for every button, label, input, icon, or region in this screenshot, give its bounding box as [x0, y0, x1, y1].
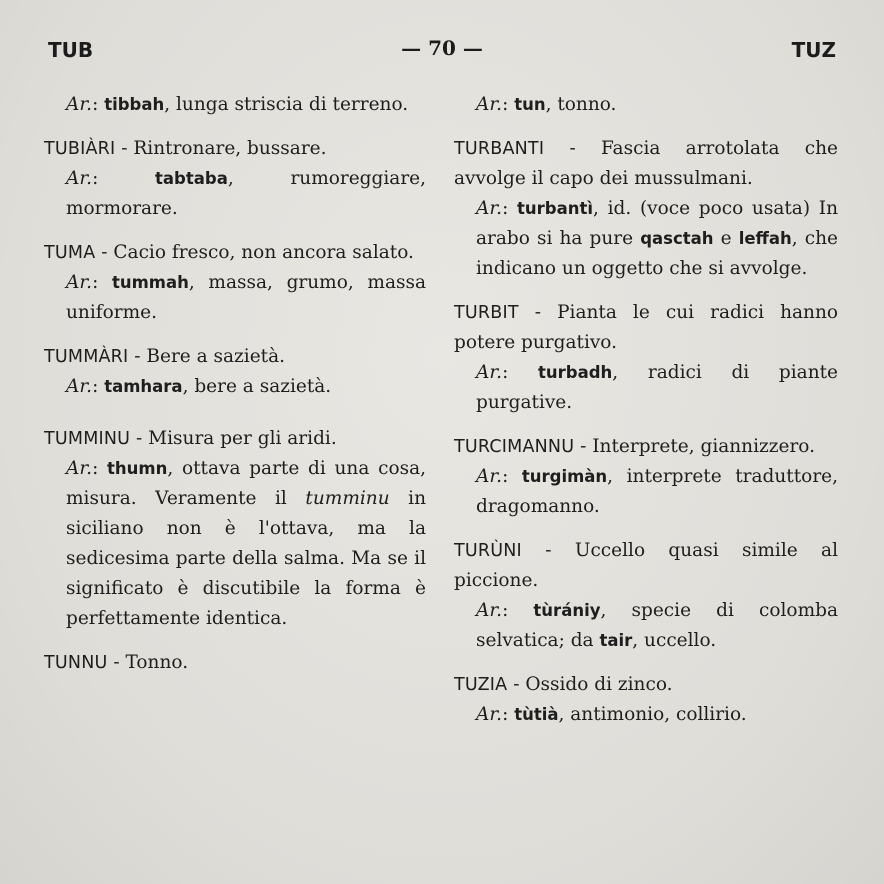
page-number: — 70 — [401, 36, 483, 60]
left-column [44, 90, 426, 692]
arabic-abbrev: Ar. [476, 362, 503, 383]
arabic-abbrev: Ar. [476, 704, 503, 725]
arabic-abbrev: Ar. [476, 94, 503, 115]
arabic-word: tun [514, 95, 546, 114]
entry-turbit [454, 298, 838, 418]
entry-etymology: Ar.: tùrániy, specie di colomba selvatica; da tair, uccello. [476, 600, 838, 651]
headword: TURBANTI [454, 139, 545, 159]
etymology-text: , lunga striscia di terreno. [164, 94, 409, 115]
entry-tunnu-continuation [454, 90, 838, 120]
arabic-word: turbantì [517, 199, 594, 218]
arabic-word: tùrániy [533, 601, 601, 620]
entry-etymology: Ar.: turgimàn, interprete traduttore, dragomanno. [476, 466, 838, 517]
headword: TUBIÀRI [44, 139, 116, 159]
etymology-text-continued: , uccello. [632, 630, 717, 651]
arabic-word: tùtià [514, 705, 559, 724]
entry-tubiari [44, 134, 426, 224]
etymology-text: , massa, grumo, massa uniforme. [66, 272, 426, 323]
entry-etymology: Ar.: tummah, massa, grumo, massa uniforme. [66, 272, 426, 323]
definition: - Uccello quasi simile al piccione. [454, 540, 838, 591]
entry-etymology: Ar.: tamhara, bere a sazietà. [66, 376, 332, 397]
entry-etymology: Ar.: tabtaba, rumoreggiare, mormorare. [66, 168, 426, 219]
headword: TUMA [44, 243, 96, 263]
headword: TURÙNI [454, 541, 522, 561]
arabic-abbrev: Ar. [476, 198, 503, 219]
headword: TUNNU [44, 653, 108, 673]
arabic-abbrev: Ar. [66, 168, 93, 189]
right-column [454, 90, 838, 744]
definition: - Interprete, giannizzero. [574, 436, 815, 457]
arabic-abbrev: Ar. [476, 600, 503, 621]
entry-tumminu [44, 424, 426, 634]
headword: TURBIT [454, 303, 519, 323]
definition: - Rintronare, bussare. [115, 138, 327, 159]
entry-turcimannu [454, 432, 838, 522]
arabic-word-tair: tair [599, 631, 633, 650]
entry-tummari [44, 342, 426, 402]
entry-etymology: Ar.: thumn, ottava parte di una cosa, misura. Veramente il tumminu in siciliano non è l'ottava, ma la sedicesima parte della salma. Ma se il significato è discutibile la forma è perfettamente identica. [66, 458, 427, 629]
definition: - Bere a sazietà. [128, 346, 286, 367]
arabic-abbrev: Ar. [476, 466, 503, 487]
arabic-word: tibbah [104, 95, 165, 114]
arabic-word: turbadh [538, 363, 613, 382]
conjunction: e [713, 228, 739, 249]
arabic-word: tabtaba [155, 169, 228, 188]
colon: : [92, 94, 105, 115]
definition: - Misura per gli aridi. [130, 428, 337, 449]
definition: - Pianta le cui radici hanno potere purgativo. [454, 302, 838, 353]
arabic-word: tamhara [104, 377, 183, 396]
definition: - Ossido di zinco. [507, 674, 673, 695]
arabic-word: tummah [111, 273, 189, 292]
etymology-text: , specie di colomba selvatica; da [476, 600, 838, 651]
arabic-abbrev: Ar. [66, 94, 93, 115]
definition: - Cacio fresco, non ancora salato. [95, 242, 414, 263]
arabic-abbrev: Ar. [66, 376, 93, 397]
entry-etymology: Ar.: tùtià, antimonio, collirio. [476, 704, 747, 725]
etymology-text: , radici di piante purgative. [476, 362, 838, 413]
header-left-guide-word: TUB [48, 38, 94, 62]
arabic-word-leffah: leffah [738, 229, 792, 248]
headword: TURCIMANNU [454, 437, 575, 457]
header-right-guide-word: TUZ [791, 38, 836, 62]
entry-turbanti [454, 134, 838, 284]
headword: TUMMINU [44, 429, 131, 449]
entry-etymology: Ar.: turbantì, id. (voce poco usata) In arabo si ha pure qasctah e leffah, che indicano un oggetto che si avvolge. [476, 198, 838, 279]
etymology-text: , id. (voce poco usata) In arabo si ha pure [476, 198, 838, 249]
entry-turuni [454, 536, 838, 656]
etymology-text-continued: , che indicano un oggetto che si avvolge. [476, 228, 838, 279]
etymology-text: , interprete traduttore, dragomanno. [476, 466, 838, 517]
etymology-text: , bere a sazietà. [182, 376, 332, 397]
entry-etymology [44, 90, 426, 120]
arabic-word: turgimàn [521, 467, 608, 486]
italic-term: tumminu [305, 488, 390, 509]
headword: TUZIA [454, 675, 508, 695]
etymology-text-continued: in siciliano non è l'ottava, ma la sedicesima parte della salma. Ma se il significato è discutibile la forma è perfettamente identica. [66, 488, 427, 629]
definition: - Tonno. [107, 652, 189, 673]
etymology-text: , antimonio, collirio. [558, 704, 747, 725]
entry-tuzia [454, 670, 838, 730]
definition: - Fascia arrotolata che avvolge il capo dei mussulmani. [454, 138, 838, 189]
arabic-word: thumn [107, 459, 168, 478]
etymology-text: , tonno. [545, 94, 617, 115]
arabic-abbrev: Ar. [66, 272, 93, 293]
arabic-abbrev: Ar. [66, 458, 93, 479]
etymology-text: , rumoreggiare, mormorare. [66, 168, 426, 219]
etymology-text: , ottava parte di una cosa, misura. Veramente il [66, 458, 426, 509]
headword: TUMMÀRI [44, 347, 129, 367]
entry-tub-continuation [44, 90, 426, 120]
arabic-word-qasctah: qasctah [640, 229, 714, 248]
entry-tuma [44, 238, 426, 328]
running-header [44, 34, 840, 64]
entry-tunnu [44, 648, 426, 678]
entry-etymology: Ar.: turbadh, radici di piante purgative. [476, 362, 838, 413]
entry-etymology: Ar.: tun, tonno. [476, 94, 617, 115]
